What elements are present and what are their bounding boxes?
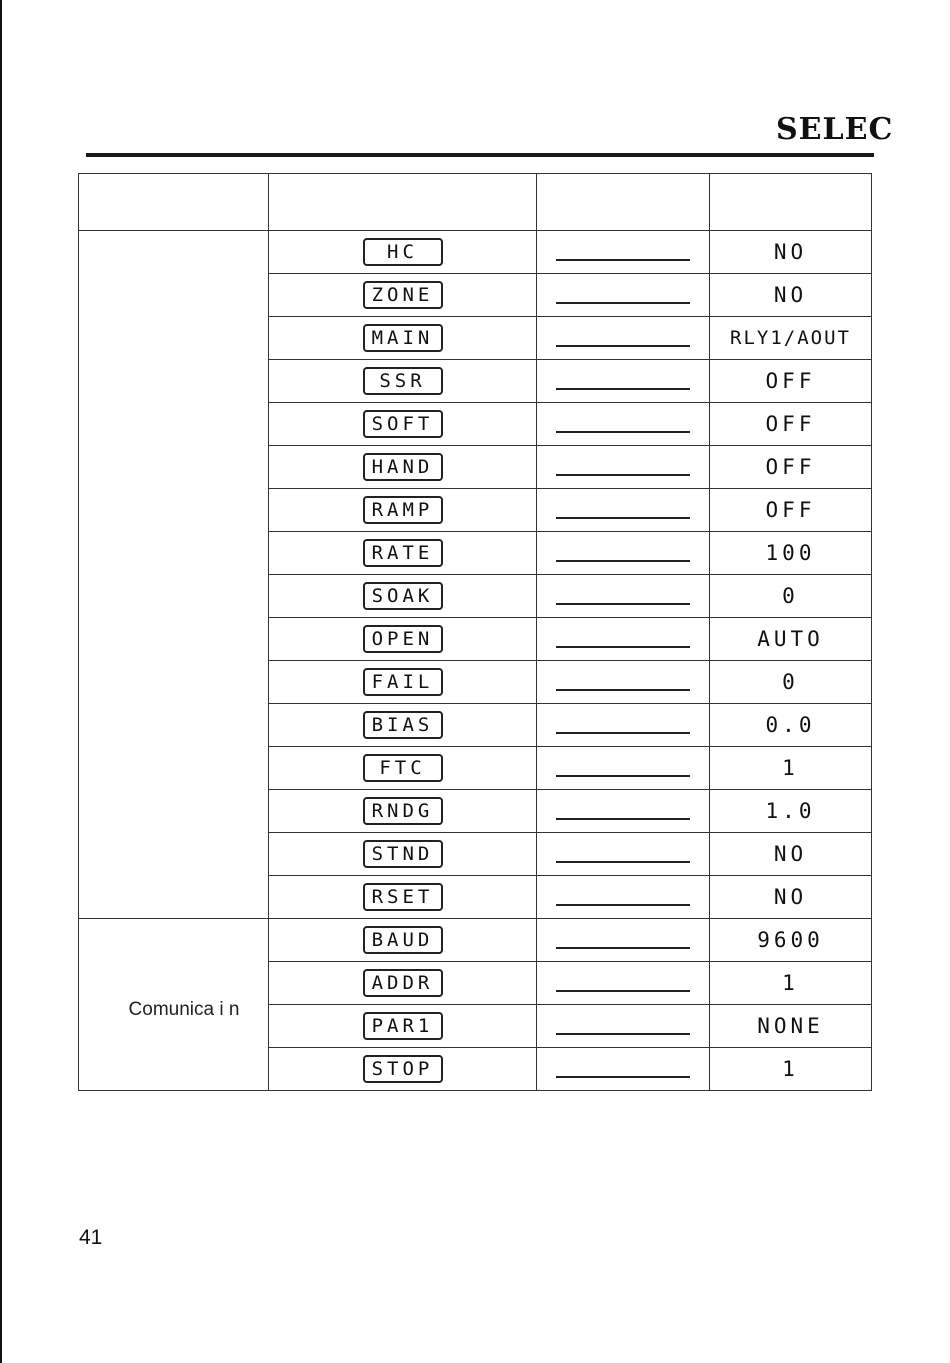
- user-setting-blank-line: [556, 323, 690, 347]
- default-value: 0.0: [765, 713, 816, 737]
- default-value: OFF: [765, 455, 816, 479]
- user-setting-cell: [537, 317, 710, 360]
- user-setting-cell: [537, 833, 710, 876]
- default-cell: [710, 919, 872, 962]
- user-setting-cell: [537, 790, 710, 833]
- default-value: NO: [773, 842, 808, 866]
- user-setting-blank-line: [556, 1054, 690, 1078]
- user-setting-cell: [537, 919, 710, 962]
- user-setting-cell: [537, 231, 710, 274]
- user-setting-cell: [537, 1005, 710, 1048]
- group-label: Comunica i n: [128, 998, 240, 1020]
- user-setting-blank-line: [556, 624, 690, 648]
- parameter-cell: [269, 876, 537, 919]
- parameter-cell: [269, 317, 537, 360]
- parameter-cell: [269, 575, 537, 618]
- table-header-row: [79, 174, 872, 231]
- table-row: [79, 919, 872, 962]
- lcd-parameter-code: PAR1: [363, 1012, 443, 1040]
- parameter-cell: [269, 532, 537, 575]
- default-value: 1.0: [765, 799, 816, 823]
- user-setting-cell: [537, 618, 710, 661]
- default-value: NO: [773, 240, 808, 264]
- lcd-parameter-code: SOAK: [363, 582, 443, 610]
- parameter-cell: [269, 833, 537, 876]
- default-cell: [710, 274, 872, 317]
- user-setting-cell: [537, 446, 710, 489]
- default-cell: [710, 1005, 872, 1048]
- default-cell: [710, 489, 872, 532]
- user-setting-blank-line: [556, 882, 690, 906]
- group-cell: [79, 919, 269, 1091]
- default-cell: [710, 231, 872, 274]
- user-setting-cell: [537, 661, 710, 704]
- header-cell-default: [710, 174, 872, 231]
- user-setting-cell: [537, 575, 710, 618]
- default-cell: [710, 317, 872, 360]
- default-cell: [710, 1048, 872, 1091]
- default-value: 1: [782, 756, 799, 780]
- selec-logo: SELEC: [776, 112, 894, 147]
- default-value: 0: [782, 584, 799, 608]
- lcd-parameter-code: BAUD: [363, 926, 443, 954]
- user-setting-blank-line: [556, 366, 690, 390]
- default-value: NO: [773, 885, 808, 909]
- default-cell: [710, 446, 872, 489]
- user-setting-blank-line: [556, 796, 690, 820]
- default-cell: [710, 790, 872, 833]
- header-cell-parameter: [269, 174, 537, 231]
- parameter-cell: [269, 790, 537, 833]
- default-value: OFF: [765, 369, 816, 393]
- default-cell: [710, 747, 872, 790]
- user-setting-blank-line: [556, 925, 690, 949]
- parameter-cell: [269, 1048, 537, 1091]
- user-setting-cell: [537, 360, 710, 403]
- parameter-cell: [269, 403, 537, 446]
- lcd-parameter-code: FAIL: [363, 668, 443, 696]
- lcd-parameter-code: ZONE: [363, 281, 443, 309]
- parameter-cell: [269, 661, 537, 704]
- default-value: NONE: [757, 1014, 824, 1038]
- lcd-parameter-code: SOFT: [363, 410, 443, 438]
- default-value: RLY1/AOUT: [730, 327, 851, 349]
- user-setting-blank-line: [556, 280, 690, 304]
- user-setting-cell: [537, 403, 710, 446]
- header-rule: [86, 153, 874, 157]
- user-setting-cell: [537, 1048, 710, 1091]
- lcd-parameter-code: RNDG: [363, 797, 443, 825]
- header-cell-group: [79, 174, 269, 231]
- lcd-parameter-code: HAND: [363, 453, 443, 481]
- parameter-cell: [269, 618, 537, 661]
- default-value: 1: [782, 971, 799, 995]
- default-value: OFF: [765, 412, 816, 436]
- lcd-parameter-code: STOP: [363, 1055, 443, 1083]
- default-value: 1: [782, 1057, 799, 1081]
- default-cell: [710, 704, 872, 747]
- parameter-cell: [269, 919, 537, 962]
- parameter-cell: [269, 962, 537, 1005]
- user-setting-cell: [537, 962, 710, 1005]
- lcd-parameter-code: ADDR: [363, 969, 443, 997]
- parameter-cell: [269, 489, 537, 532]
- group-label: [79, 570, 268, 580]
- lcd-parameter-code: STND: [363, 840, 443, 868]
- user-setting-blank-line: [556, 968, 690, 992]
- group-cell: [79, 231, 269, 919]
- lcd-parameter-code: SSR: [363, 367, 443, 395]
- lcd-parameter-code: MAIN: [363, 324, 443, 352]
- parameter-cell: [269, 360, 537, 403]
- user-setting-blank-line: [556, 409, 690, 433]
- table-row: [79, 231, 872, 274]
- user-setting-cell: [537, 876, 710, 919]
- default-cell: [710, 876, 872, 919]
- default-value: NO: [773, 283, 808, 307]
- parameter-cell: [269, 446, 537, 489]
- parameter-cell: [269, 231, 537, 274]
- lcd-parameter-code: RAMP: [363, 496, 443, 524]
- default-value: 9600: [757, 928, 824, 952]
- lcd-parameter-code: RSET: [363, 883, 443, 911]
- lcd-parameter-code: RATE: [363, 539, 443, 567]
- lcd-parameter-code: FTC: [363, 754, 443, 782]
- page-edge-line: [0, 0, 2, 1363]
- user-setting-cell: [537, 747, 710, 790]
- user-setting-blank-line: [556, 495, 690, 519]
- user-setting-cell: [537, 274, 710, 317]
- parameter-cell: [269, 704, 537, 747]
- user-setting-cell: [537, 532, 710, 575]
- parameter-cell: [269, 747, 537, 790]
- lcd-parameter-code: HC: [363, 238, 443, 266]
- default-cell: [710, 532, 872, 575]
- default-value: 0: [782, 670, 799, 694]
- default-cell: [710, 833, 872, 876]
- header-cell-user-setting: [537, 174, 710, 231]
- lcd-parameter-code: BIAS: [363, 711, 443, 739]
- user-setting-blank-line: [556, 667, 690, 691]
- user-setting-blank-line: [556, 839, 690, 863]
- user-setting-blank-line: [556, 237, 690, 261]
- user-setting-cell: [537, 704, 710, 747]
- parameter-cell: [269, 274, 537, 317]
- lcd-parameter-code: OPEN: [363, 625, 443, 653]
- default-value: AUTO: [757, 627, 824, 651]
- user-setting-blank-line: [556, 753, 690, 777]
- default-cell: [710, 360, 872, 403]
- default-value: OFF: [765, 498, 816, 522]
- default-value: 100: [765, 541, 816, 565]
- parameter-table: [78, 173, 872, 1091]
- page-number: 41: [79, 1226, 103, 1249]
- user-setting-blank-line: [556, 452, 690, 476]
- parameter-cell: [269, 1005, 537, 1048]
- user-setting-cell: [537, 489, 710, 532]
- default-cell: [710, 661, 872, 704]
- user-setting-blank-line: [556, 538, 690, 562]
- default-cell: [710, 575, 872, 618]
- default-cell: [710, 403, 872, 446]
- default-cell: [710, 618, 872, 661]
- default-cell: [710, 962, 872, 1005]
- user-setting-blank-line: [556, 1011, 690, 1035]
- user-setting-blank-line: [556, 581, 690, 605]
- user-setting-blank-line: [556, 710, 690, 734]
